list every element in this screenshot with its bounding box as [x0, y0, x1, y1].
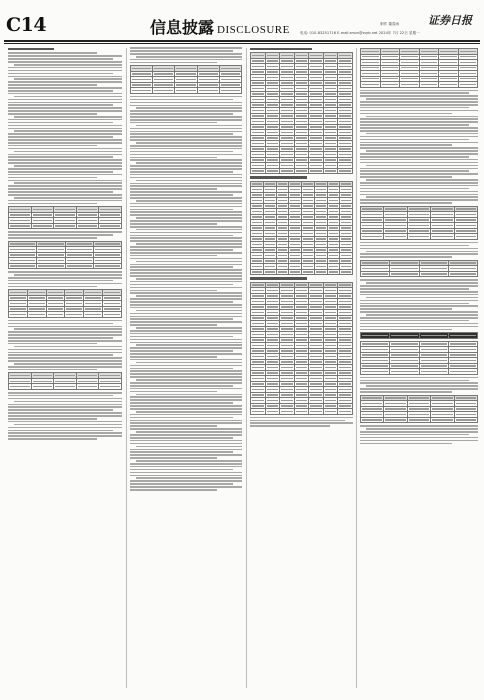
data-table	[250, 52, 353, 174]
column-4	[360, 46, 478, 445]
data-table	[8, 241, 122, 270]
column-3	[250, 46, 353, 428]
contact-line: 电话: 010-83251716 E-mail:zmzx@zqrb.net	[300, 31, 378, 35]
date-line: 2024年 7月 22日 星期一	[378, 31, 420, 35]
data-table	[250, 282, 353, 415]
section-title-cn: 信息披露	[150, 18, 215, 37]
column-divider	[126, 48, 127, 688]
newspaper-logo: 证券日报	[428, 14, 472, 27]
header-rule-thick	[4, 40, 480, 42]
editor-line: 制作 董春雨	[380, 22, 400, 26]
data-table	[8, 289, 122, 318]
section-title-en: DISCLOSURE	[217, 24, 290, 36]
text-heading	[250, 176, 307, 178]
data-table	[130, 65, 242, 94]
data-table	[360, 206, 478, 240]
data-table	[250, 181, 353, 276]
section-title	[150, 15, 290, 38]
column-divider	[246, 48, 247, 688]
data-table	[360, 260, 478, 278]
data-table	[8, 372, 122, 390]
text-heading	[8, 48, 54, 50]
dark-header-table	[360, 332, 478, 339]
page-number: C14	[6, 14, 47, 36]
text-heading	[250, 277, 307, 279]
data-table	[360, 395, 478, 424]
data-table	[8, 206, 122, 229]
data-table	[360, 341, 478, 375]
column-2	[130, 46, 242, 492]
text-heading	[250, 48, 312, 50]
contact-date-line	[300, 31, 480, 36]
masthead	[0, 0, 484, 44]
header-rule-thin	[4, 43, 480, 44]
data-table	[360, 48, 478, 88]
column-divider	[356, 48, 357, 688]
column-1	[8, 46, 122, 441]
